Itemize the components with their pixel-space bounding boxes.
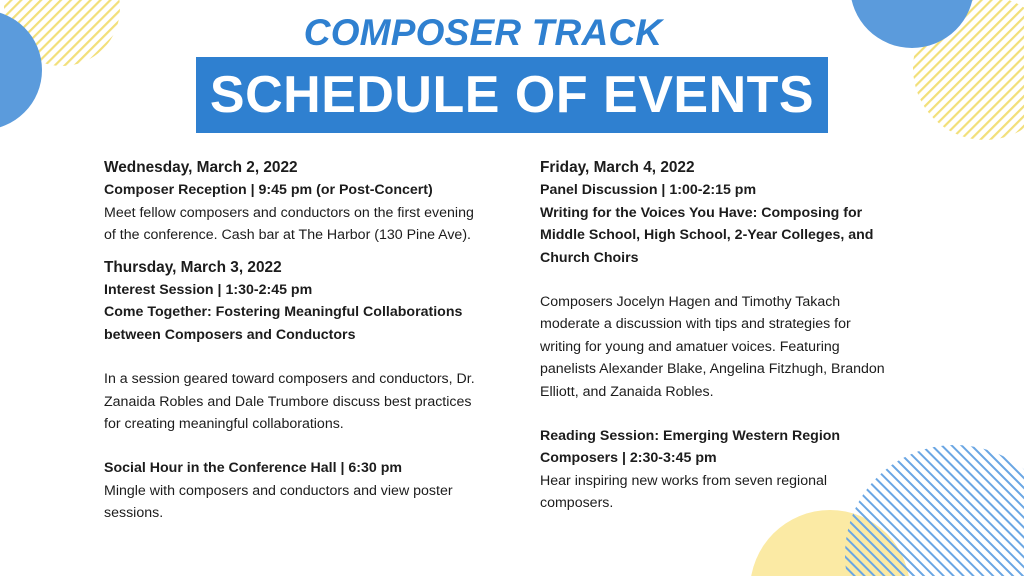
track-title: COMPOSER TRACK [303,12,663,53]
interest-session-title-2: between Composers and Conductors [104,326,356,343]
interest-session-desc-1: In a session geared toward composers and conductors, Dr. [104,371,475,388]
wednesday-section [104,157,524,247]
thursday-date: Thursday, March 3, 2022 [104,258,282,276]
composer-reception-desc-1: Meet fellow composers and conductors on the first evening [104,204,474,221]
bottom-right-yellow-circle [750,510,910,576]
social-hour-title: Social Hour in the Conference Hall | 6:30 pm [104,460,403,477]
panel-discussion-type: Panel Discussion | 1:00-2:15 pm [540,182,757,199]
page-title: SCHEDULE OF EVENTS [209,66,815,124]
panel-desc-2: moderate a discussion with tips and strategies for [540,316,851,333]
left-column [104,157,524,525]
panel-desc-3: writing for young and amatuer voices. Featuring [540,338,840,355]
reading-session-title-2: Composers | 2:30-3:45 pm [540,450,717,467]
panel-desc-5: Elliott, and Zanaida Robles. [540,383,714,400]
interest-session-desc-2: Zanaida Robles and Dale Trumbore discuss best practices [104,393,472,410]
reading-session-desc-2: composers. [540,495,614,512]
interest-session-title-1: Come Together: Fostering Meaningful Collaborations [104,304,463,321]
composer-reception-title: Composer Reception | 9:45 pm (or Post-Concert) [104,182,433,199]
panel-desc-4: panelists Alexander Blake, Angelina Fitzhugh, Brandon [540,361,885,378]
right-column [540,157,940,515]
panel-title-1: Writing for the Voices You Have: Composing for [540,204,863,221]
friday-section [540,157,940,515]
interest-session-type: Interest Session | 1:30-2:45 pm [104,282,313,299]
title-banner [196,57,828,133]
panel-desc-1: Composers Jocelyn Hagen and Timothy Takach [540,294,841,311]
wednesday-date: Wednesday, March 2, 2022 [104,159,298,176]
reading-session-desc-1: Hear inspiring new works from seven regional [540,472,828,489]
thursday-section [104,257,524,525]
reading-session-title-1: Reading Session: Emerging Western Region [540,428,841,445]
composer-reception-desc-2: of the conference. Cash bar at The Harbor (130 Pine Ave). [104,227,471,244]
interest-session-desc-3: for creating meaningful collaborations. [104,416,344,433]
panel-title-3: Church Choirs [540,249,639,266]
friday-date: Friday, March 4, 2022 [540,159,695,176]
social-hour-desc-2: sessions. [104,505,164,522]
social-hour-desc-1: Mingle with composers and conductors and view poster [104,482,453,499]
panel-title-2: Middle School, High School, 2-Year Colleges, and [540,227,874,244]
